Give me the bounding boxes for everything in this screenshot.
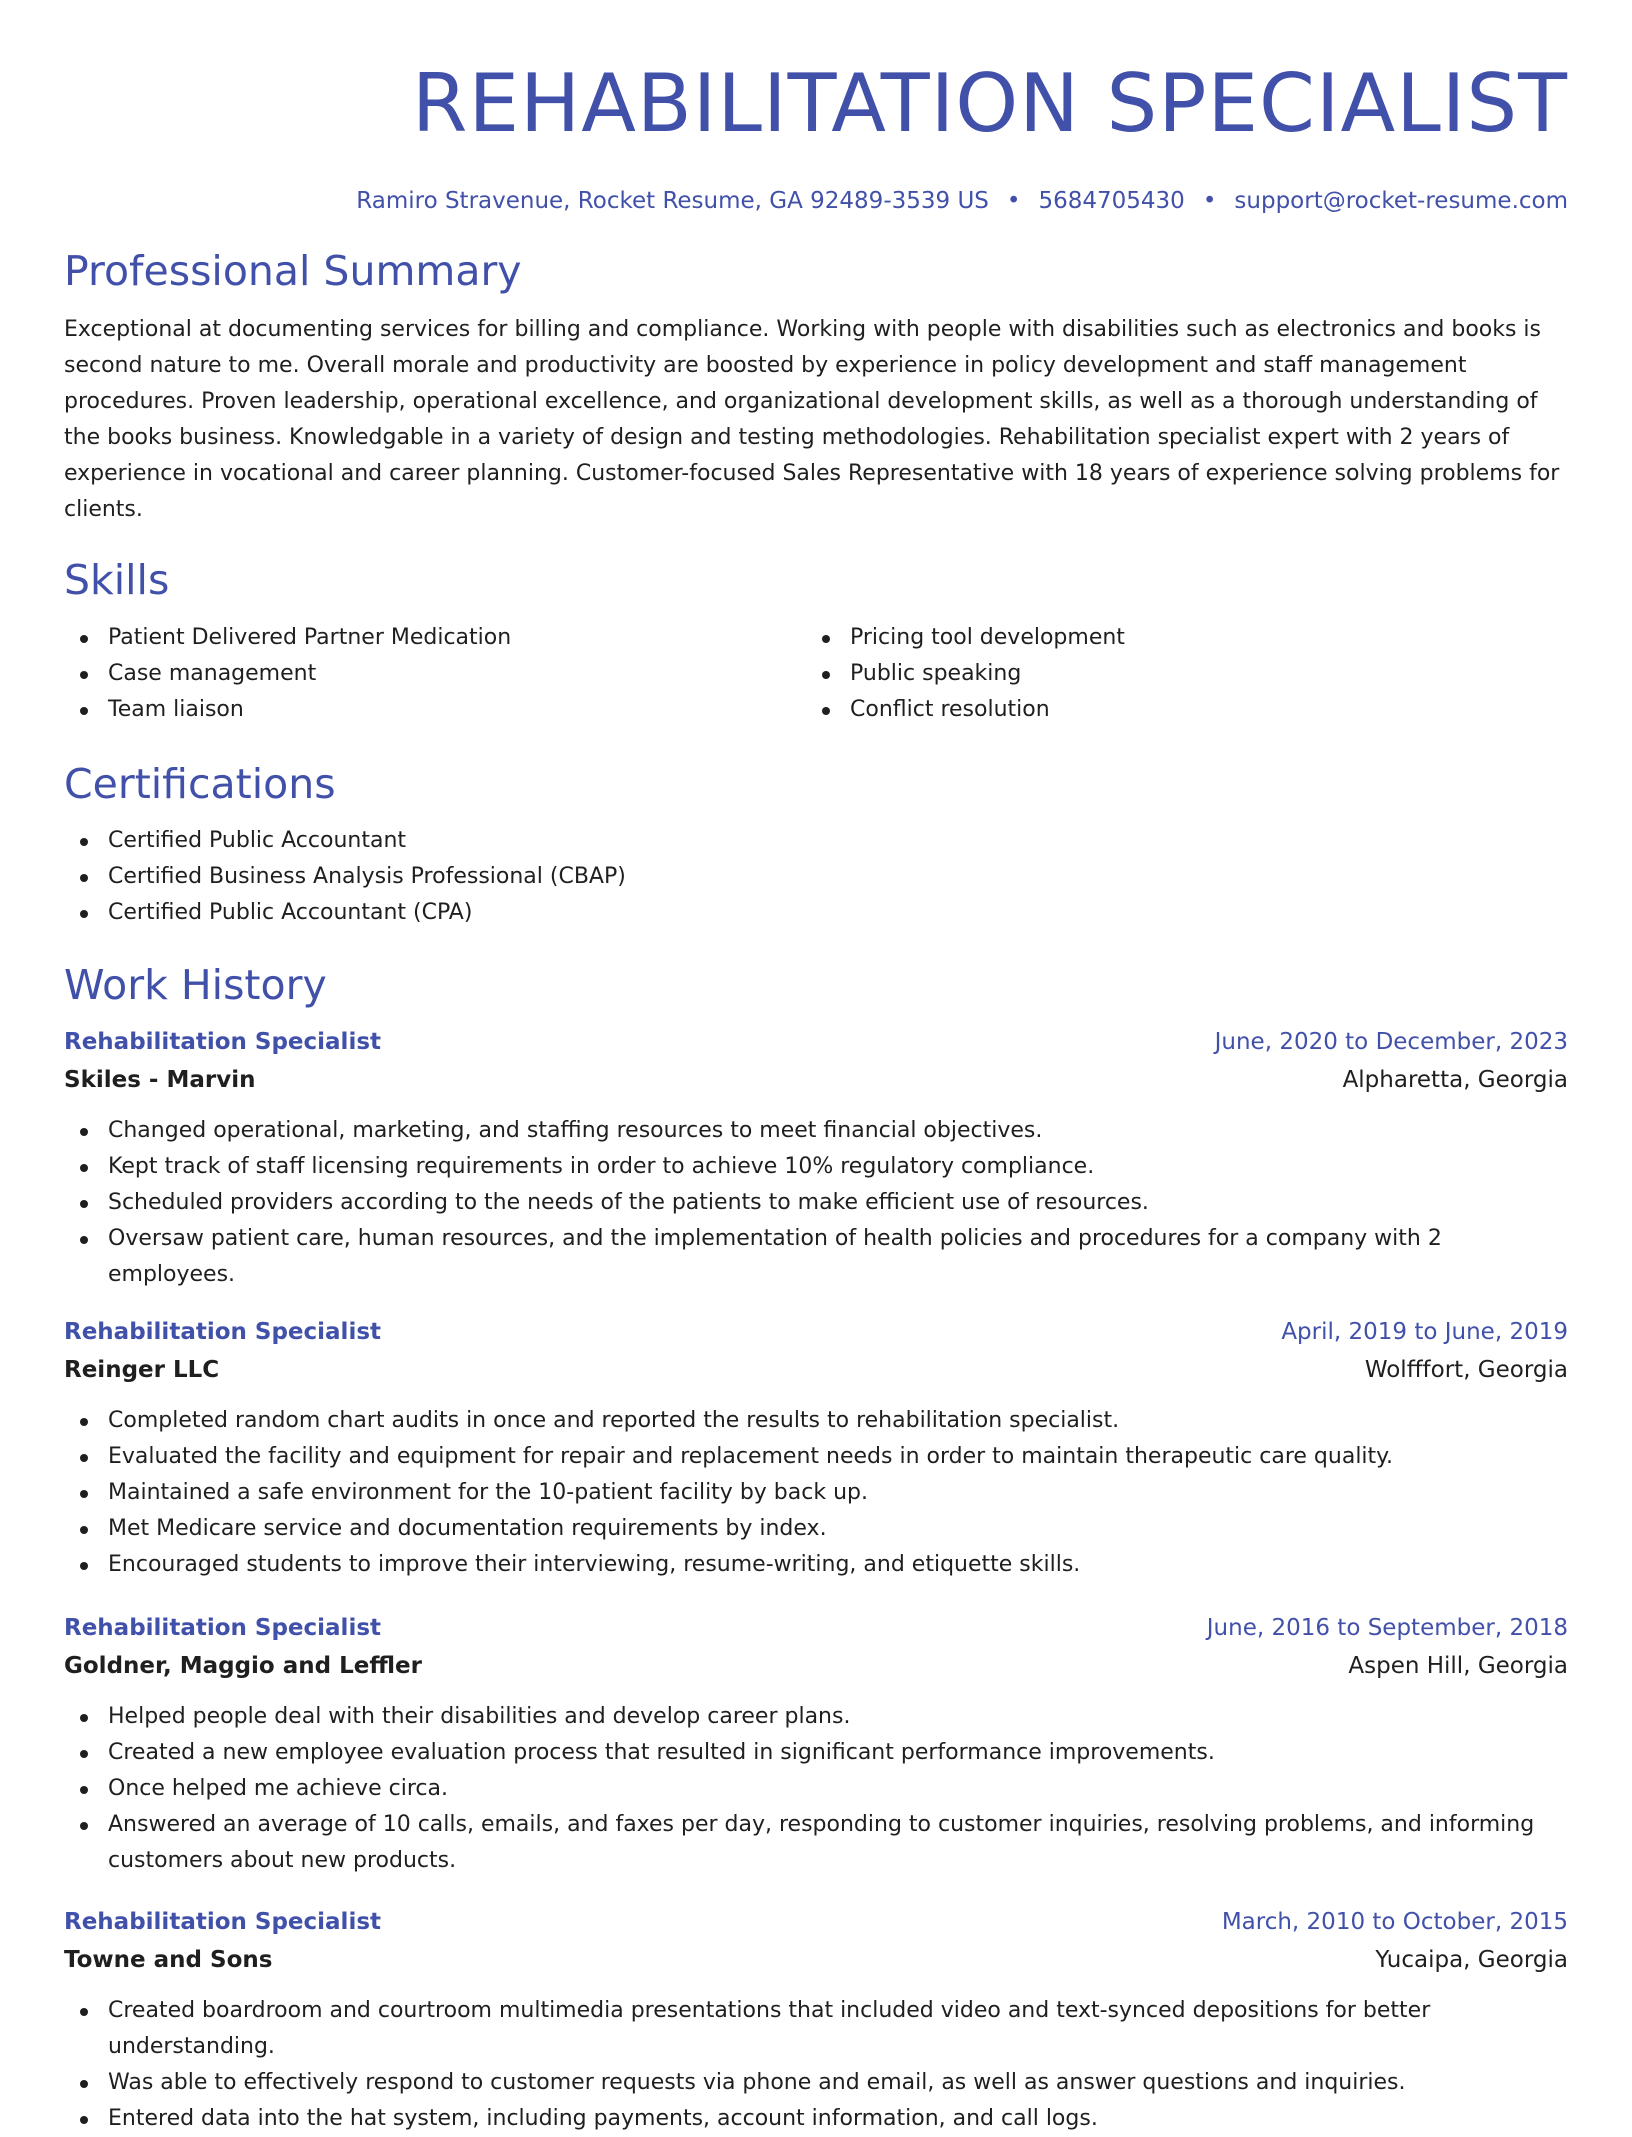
job-dates: March, 2010 to October, 2015 bbox=[1221, 1909, 1568, 1935]
job-bullet: Evaluated the facility and equipment for repair and replacement needs in order to maintain therapeutic care quality. bbox=[64, 1439, 1568, 1475]
skills-grid bbox=[64, 620, 1568, 728]
contact-separator: • bbox=[1006, 188, 1021, 214]
job-bullet: Completed random chart audits in once and reported the results to rehabilitation specialist. bbox=[64, 1403, 1568, 1439]
job-bullets bbox=[64, 1699, 1568, 1879]
skill-item: Pricing tool development bbox=[806, 620, 1548, 656]
job-location: Wolfffort, Georgia bbox=[1364, 1357, 1568, 1383]
job-bullet: Was able to effectively respond to customer requests via phone and email, as well as answer questions and inquiries. bbox=[64, 2065, 1568, 2101]
skill-item: Team liaison bbox=[64, 692, 806, 728]
certification-item: Certified Public Accountant bbox=[64, 823, 1568, 859]
job-company: Goldner, Maggio and Leffler bbox=[64, 1653, 422, 1679]
skill-item: Conflict resolution bbox=[806, 692, 1548, 728]
job-bullet: Kept track of staff licensing requirements in order to achieve 10% regulatory compliance. bbox=[64, 1149, 1568, 1185]
job-bullet: Entered data into the hat system, including payments, account information, and call logs. bbox=[64, 2101, 1568, 2137]
contact-line bbox=[64, 186, 1568, 216]
certifications-heading: Certifications bbox=[64, 760, 336, 808]
job-location: Yucaipa, Georgia bbox=[1375, 1947, 1568, 1973]
skills-list-left bbox=[64, 620, 806, 728]
job-bullet: Once helped me achieve circa. bbox=[64, 1771, 1568, 1807]
job-dates: June, 2016 to September, 2018 bbox=[1206, 1615, 1568, 1641]
job-title: Rehabilitation Specialist bbox=[64, 1319, 382, 1345]
job-bullet: Answered an average of 10 calls, emails, and faxes per day, responding to customer inquiries, resolving problems, and informing customers about new products. bbox=[64, 1807, 1568, 1879]
job-bullet: Created a new employee evaluation process that resulted in significant performance improvements. bbox=[64, 1735, 1568, 1771]
job-title: Rehabilitation Specialist bbox=[64, 1615, 382, 1641]
job-bullet: Changed operational, marketing, and staffing resources to meet financial objectives. bbox=[64, 1113, 1568, 1149]
skill-item: Public speaking bbox=[806, 656, 1548, 692]
certification-item: Certified Business Analysis Professional (CBAP) bbox=[64, 859, 1568, 895]
job-location: Alpharetta, Georgia bbox=[1342, 1067, 1568, 1093]
resume-page bbox=[64, 0, 1568, 2137]
job-bullet: Scheduled providers according to the needs of the patients to make efficient use of resources. bbox=[64, 1185, 1568, 1221]
job-bullet: Created boardroom and courtroom multimedia presentations that included video and text-synced depositions for better understanding. bbox=[64, 1993, 1568, 2065]
job-bullets bbox=[64, 1993, 1568, 2137]
contact-email[interactable]: support@rocket-resume.com bbox=[1234, 188, 1568, 214]
contact-phone: 5684705430 bbox=[1038, 188, 1185, 214]
job-bullets bbox=[64, 1403, 1568, 1583]
job-dates: June, 2020 to December, 2023 bbox=[1214, 1029, 1568, 1055]
work-history-heading: Work History bbox=[64, 961, 327, 1009]
job-bullet: Met Medicare service and documentation requirements by index. bbox=[64, 1511, 1568, 1547]
job-title: Rehabilitation Specialist bbox=[64, 1029, 382, 1055]
contact-separator: • bbox=[1202, 188, 1217, 214]
job-company: Skiles - Marvin bbox=[64, 1067, 256, 1093]
job-title: Rehabilitation Specialist bbox=[64, 1909, 382, 1935]
skill-item: Case management bbox=[64, 656, 806, 692]
summary-heading: Professional Summary bbox=[64, 247, 522, 295]
skills-heading: Skills bbox=[64, 556, 170, 604]
job-bullet: Helped people deal with their disabilities and develop career plans. bbox=[64, 1699, 1568, 1735]
contact-address: Ramiro Stravenue, Rocket Resume, GA 92489-3539 US bbox=[356, 188, 989, 214]
job-bullet: Encouraged students to improve their interviewing, resume-writing, and etiquette skills. bbox=[64, 1547, 1568, 1583]
summary-text: Exceptional at documenting services for billing and compliance. Working with people with disabilities such as electronics and books is second nature to me. Overall morale and productivity are boosted by experience in policy development and staff management procedures. Proven leadership, operational excellence, and organizational development skills, as well as a thorough understanding of the books business. Knowledgable in a variety of design and testing methodologies. Rehabilitation specialist expert with 2 years of experience in vocational and career planning. Customer-focused Sales Representative with 18 years of experience solving problems for clients. bbox=[64, 317, 1560, 522]
job-company: Towne and Sons bbox=[64, 1947, 273, 1973]
job-entry bbox=[64, 1313, 1568, 1583]
job-location: Aspen Hill, Georgia bbox=[1348, 1653, 1568, 1679]
job-dates: April, 2019 to June, 2019 bbox=[1281, 1319, 1568, 1345]
job-bullets bbox=[64, 1113, 1568, 1293]
certifications-list bbox=[64, 823, 1568, 931]
job-entry bbox=[64, 1609, 1568, 1879]
job-company: Reinger LLC bbox=[64, 1357, 220, 1383]
job-bullet: Maintained a safe environment for the 10-patient facility by back up. bbox=[64, 1475, 1568, 1511]
resume-name: REHABILITATION SPECIALIST bbox=[411, 57, 1568, 150]
job-entry bbox=[64, 1023, 1568, 1293]
certification-item: Certified Public Accountant (CPA) bbox=[64, 895, 1568, 931]
job-entry bbox=[64, 1903, 1568, 2137]
skills-list-right bbox=[806, 620, 1548, 728]
job-bullet: Oversaw patient care, human resources, and the implementation of health policies and procedures for a company with 2 employees. bbox=[64, 1221, 1568, 1293]
skill-item: Patient Delivered Partner Medication bbox=[64, 620, 806, 656]
